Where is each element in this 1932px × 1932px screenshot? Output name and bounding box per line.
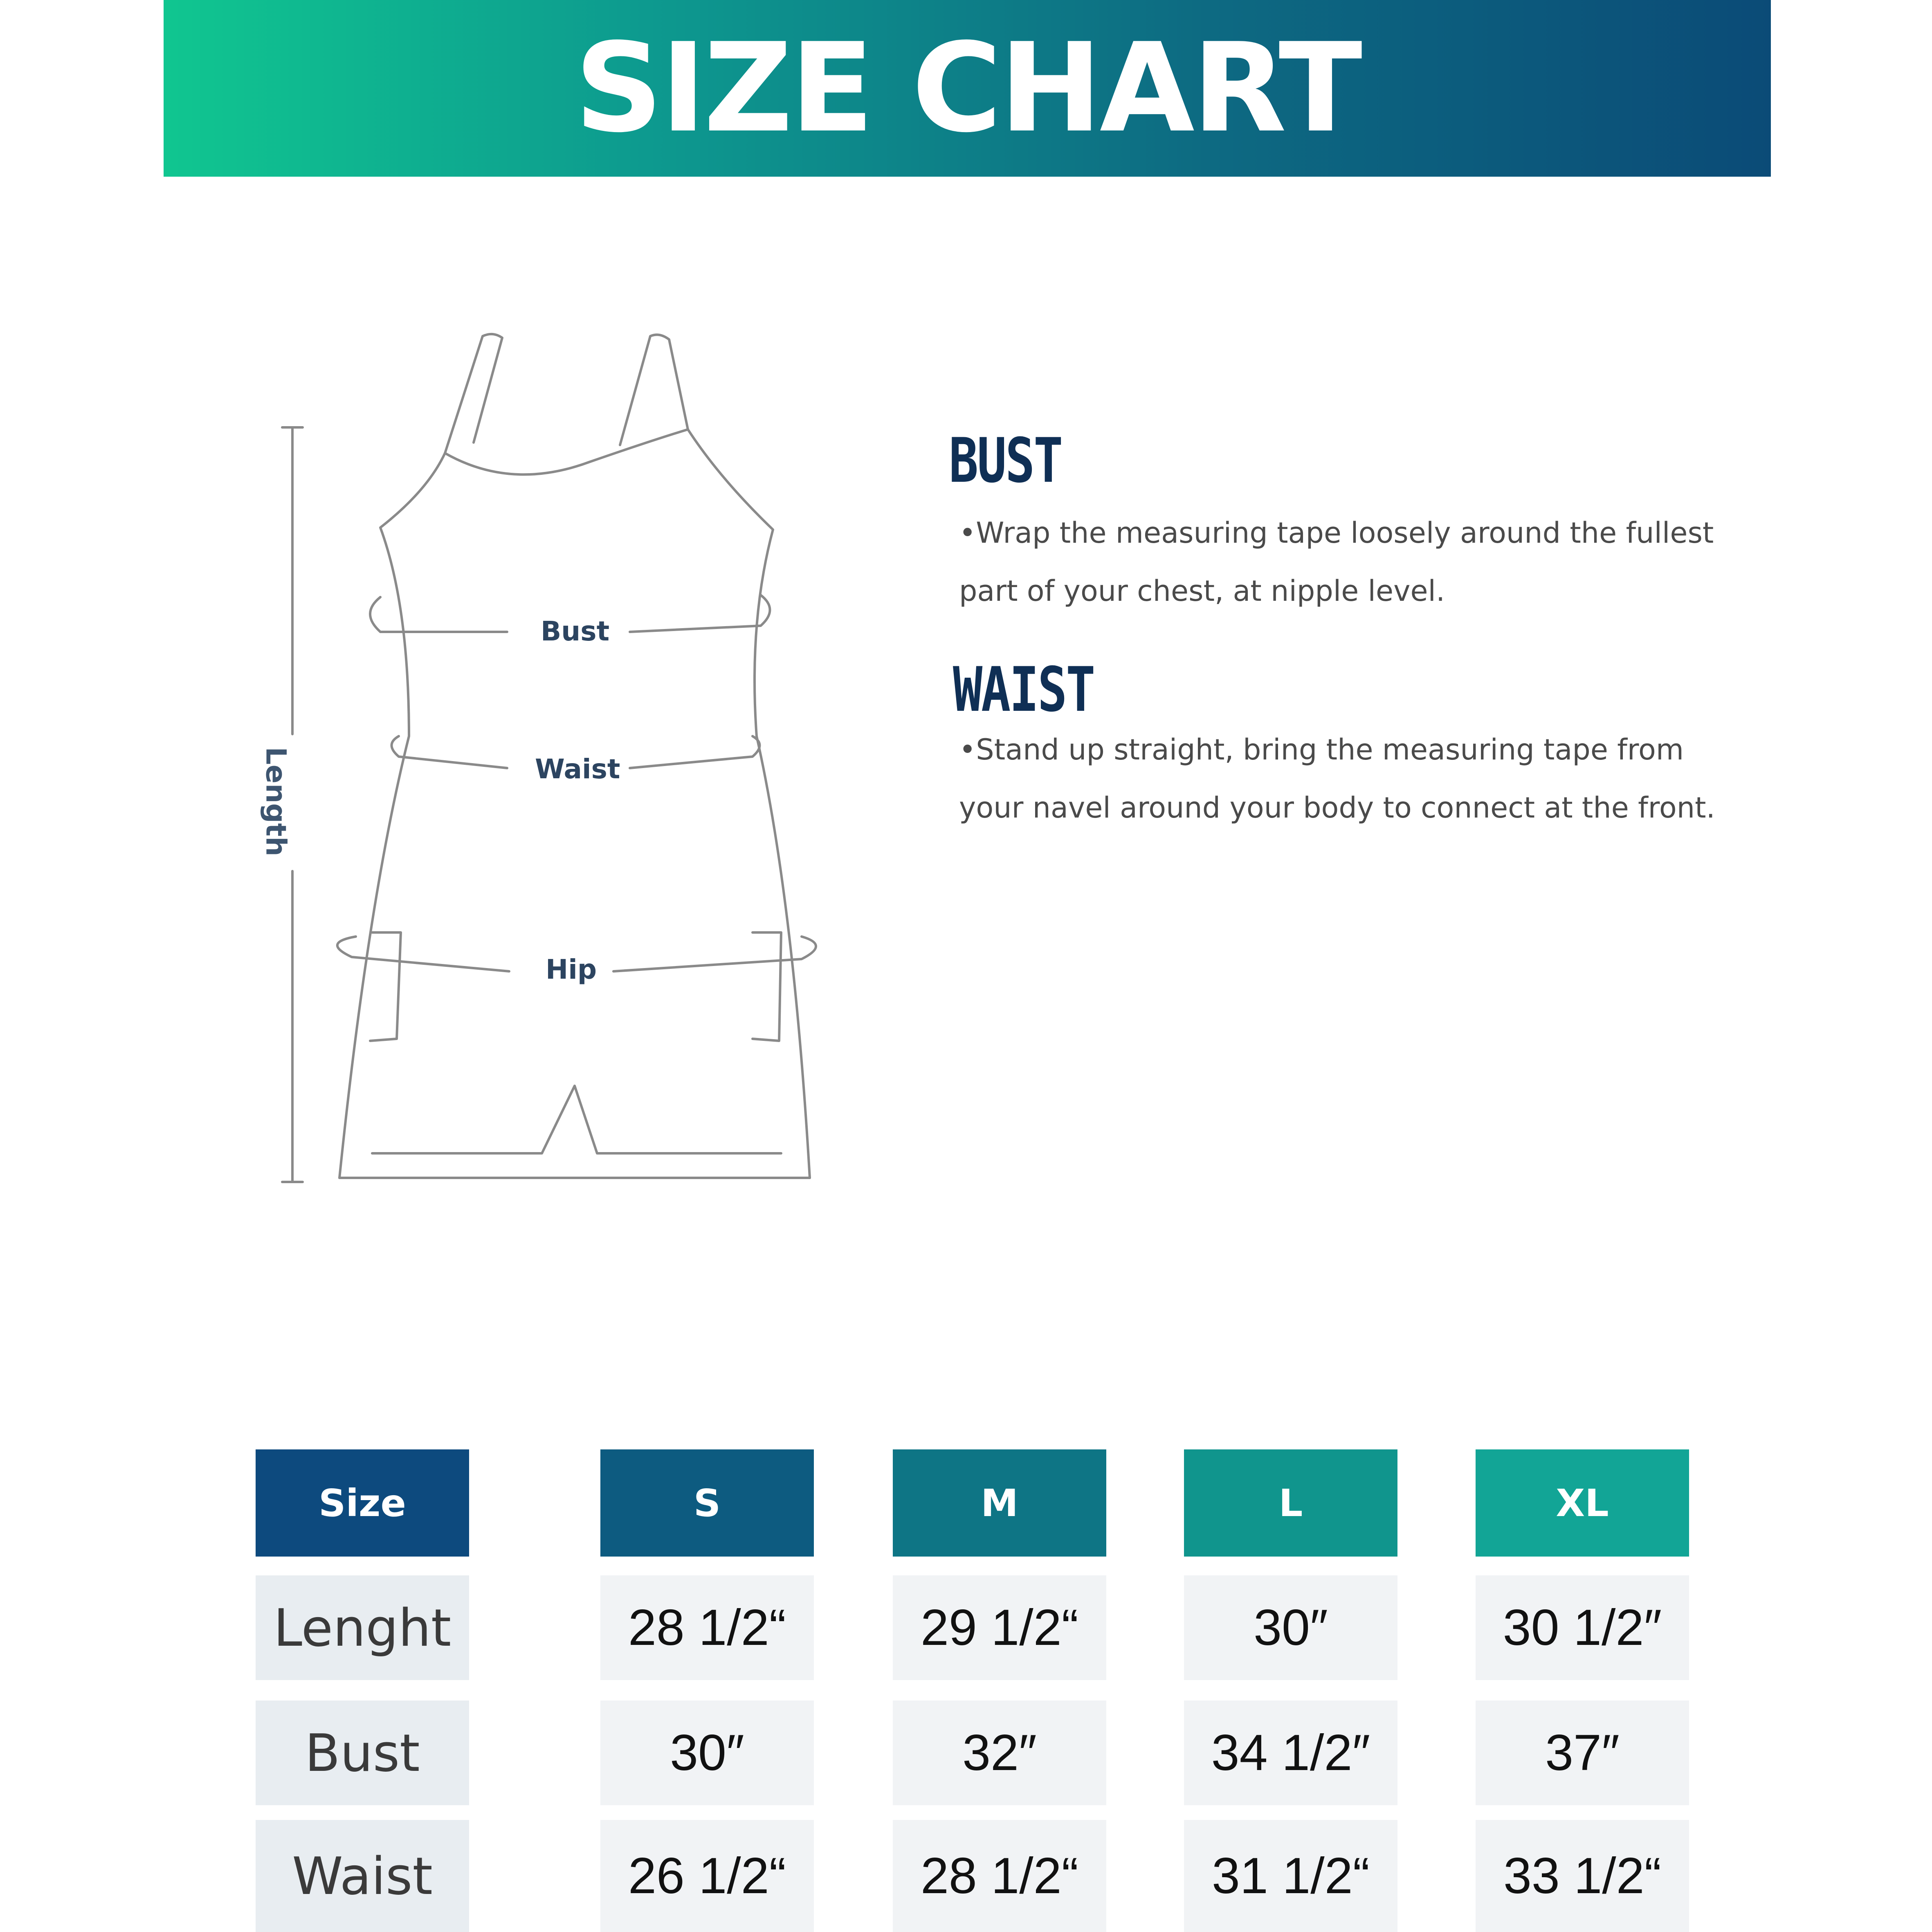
table-cell: 34 1/2″ xyxy=(1184,1701,1397,1805)
right-pocket xyxy=(753,932,781,1041)
left-side-outline xyxy=(339,453,445,1178)
table-cell: 28 1/2“ xyxy=(600,1575,814,1680)
table-cell: 32″ xyxy=(893,1701,1106,1805)
waist-instructions: •Stand up straight, bring the measuring tape from your navel around your body to connect at the front. xyxy=(959,733,1715,824)
row-label-bust: Bust xyxy=(256,1701,469,1805)
size-header-s: S xyxy=(600,1449,814,1557)
size-header-m: M xyxy=(893,1449,1106,1557)
size-header: Size xyxy=(256,1449,469,1557)
left-strap xyxy=(445,334,502,453)
waist-label: Waist xyxy=(535,753,620,785)
table-cell: 26 1/2“ xyxy=(600,1820,814,1932)
size-header-xl: XL xyxy=(1476,1449,1689,1557)
hip-label: Hip xyxy=(546,954,597,985)
bust-instructions: •Wrap the measuring tape loosely around the fullest part of your chest, at nipple level. xyxy=(959,516,1714,608)
table-cell: 29 1/2“ xyxy=(893,1575,1106,1680)
table-cell: 30 1/2″ xyxy=(1476,1575,1689,1680)
right-strap xyxy=(620,335,688,445)
waist-heading: WAIST xyxy=(953,654,1094,726)
bust-heading: BUST xyxy=(949,425,1062,496)
left-pocket xyxy=(370,932,401,1041)
size-header-l: L xyxy=(1184,1449,1397,1557)
table-cell: 28 1/2“ xyxy=(893,1820,1106,1932)
bust-label: Bust xyxy=(541,616,610,647)
row-label-waist: Waist xyxy=(256,1820,469,1932)
table-cell: 31 1/2“ xyxy=(1184,1820,1397,1932)
page-title: SIZE CHART xyxy=(574,17,1360,160)
right-side-outline xyxy=(688,429,810,1178)
table-cell: 30″ xyxy=(1184,1575,1397,1680)
table-cell: 30″ xyxy=(600,1701,814,1805)
header-banner xyxy=(164,0,1771,177)
neckline xyxy=(445,429,688,474)
table-cell: 33 1/2“ xyxy=(1476,1820,1689,1932)
length-label: Length xyxy=(259,747,292,856)
leg-seam xyxy=(372,1086,781,1153)
table-cell: 37″ xyxy=(1476,1701,1689,1805)
row-label-length: Lenght xyxy=(256,1575,469,1680)
